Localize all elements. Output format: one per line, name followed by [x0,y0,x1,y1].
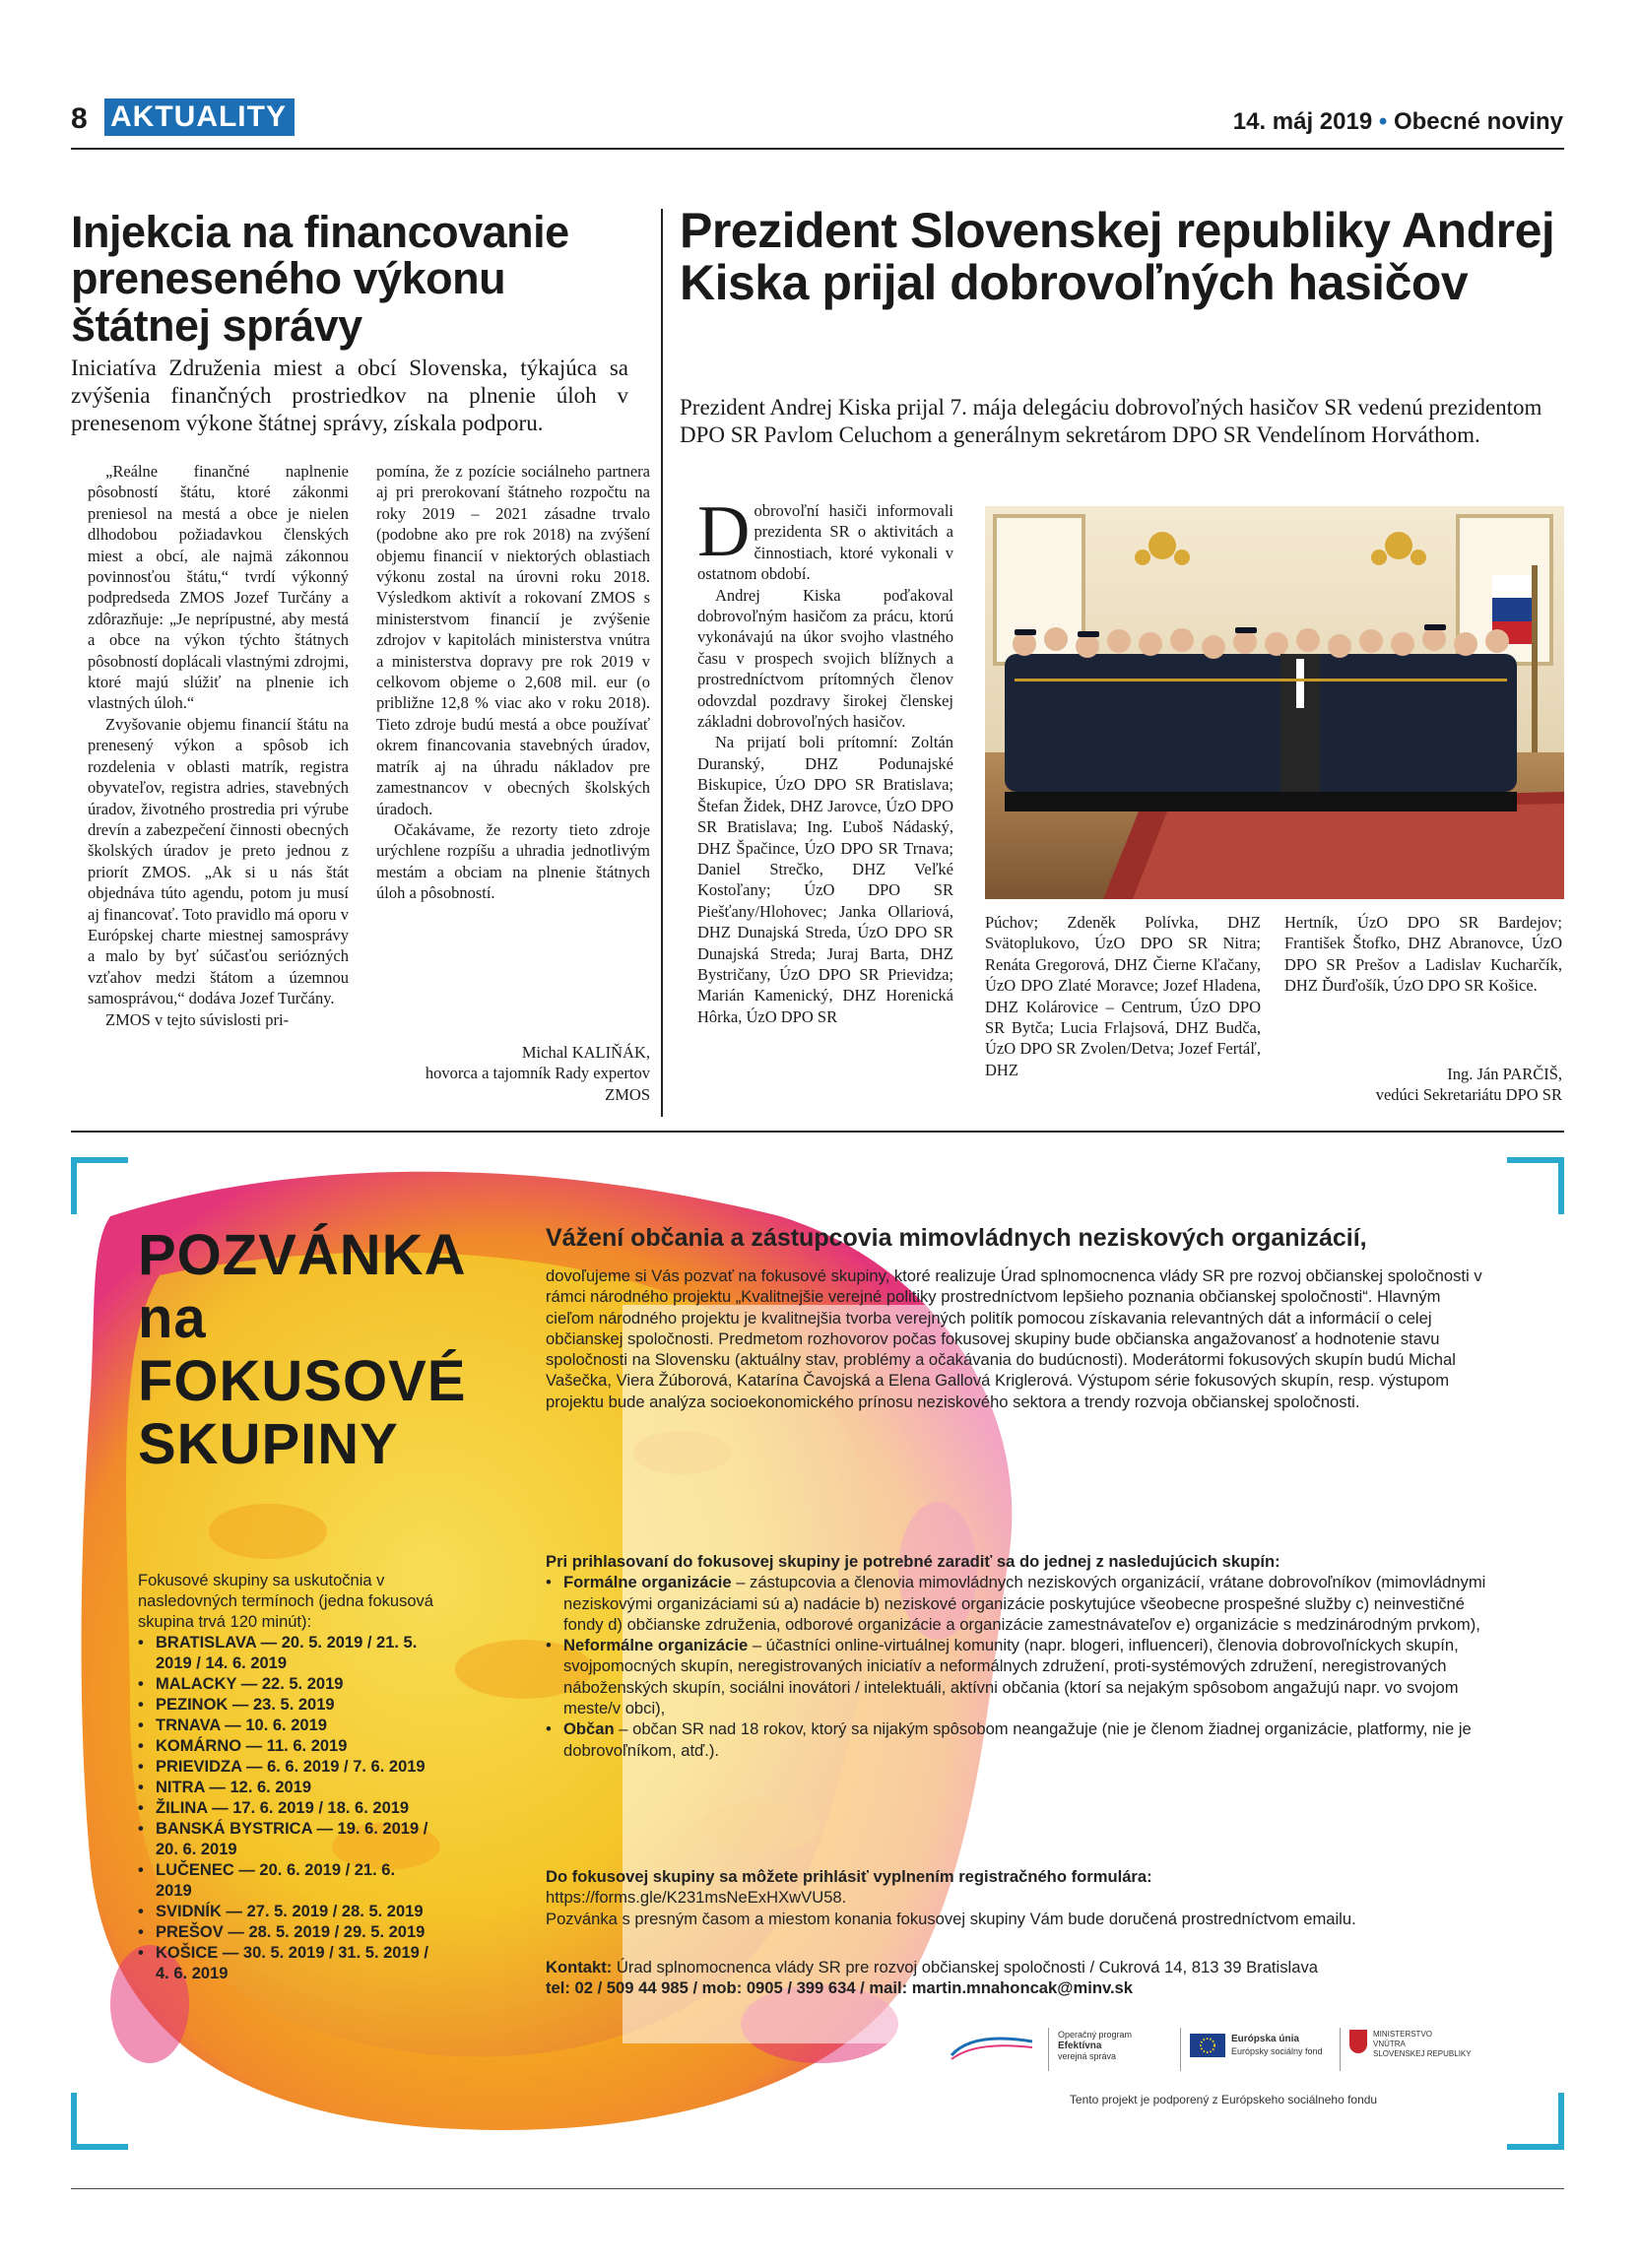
invitation-title [138,1224,467,1476]
frame-corner-top-right [1507,1157,1564,1214]
group-label: Občan [563,1719,615,1739]
paper-name: Obecné noviny [1393,108,1563,135]
groups-block [546,1551,1491,1761]
ministry-logo-icon [948,2032,1036,2065]
dropcap: D [697,491,751,572]
eu-name: Európska únia [1231,2034,1299,2044]
schedule-item: • ŽILINA — 17. 6. 2019 / 18. 6. 2019 [138,1798,433,1819]
schedule-intro: Fokusové skupiny sa uskutočnia v nasledovných termínoch (jedna fokusová skupina trvá 120 minút): [138,1572,433,1631]
invitation-title-line: POZVÁNKA [138,1223,467,1287]
page-number: 8 [71,102,88,135]
invitation-ad [71,1157,1564,2150]
article2-lead: Prezident Andrej Kiska prijal 7. mája delegáciu dobrovoľných hasičov SR vedenú prezidentom DPO SR Pavlom Celuchom a generálnym sekretárom DPO SR Vendelínom Horváthom. [680,395,1542,447]
group-label: Neformálne organizácie [563,1636,749,1655]
schedule-list [138,1633,433,1984]
section-label: AKTUALITY [104,98,295,136]
article2-para-b: Púchov; Zdeněk Polívka, DHZ Svätoplukovo, ÚzO DPO SR Nitra; Renáta Gregorová, DHZ Čierne Kľačany, ÚzO DPO Zlaté Moravce; Jozef Hladena, DHZ Kolárovice – Centrum, ÚzO DPO SR Bytča; Lucia Frlajsová, DHZ Budča, ÚzO DPO SR Zvolen/Detva; Jozef Fertáľ, DHZ [985,913,1261,1079]
delegation-photo [985,506,1564,899]
issue-date: 14. máj 2019 [1232,108,1373,135]
dateline-separator: • [1378,108,1388,135]
contact-line-1 [546,1957,1491,1977]
contact-text: Úrad splnomocnenca vlády SR pre rozvoj občianskej spoločnosti / Cukrová 14, 813 39 Bratislava [612,1958,1318,1976]
frame-corner-bottom-left [71,2093,128,2150]
article2-author: Ing. Ján PARČIŠ, [1447,1065,1562,1083]
groups-intro: Pri prihlasovaní do fokusovej skupiny je potrebné zaradiť sa do jednej z nasledujúcich skupín: [546,1552,1280,1571]
article2-signature [1284,1064,1562,1106]
schedule-item: • SVIDNÍK — 27. 5. 2019 / 28. 5. 2019 [138,1902,433,1922]
logo-divider [1340,2028,1341,2071]
eu-flag-icon [1190,2034,1225,2057]
ministry-text [1373,2030,1491,2059]
article2-para-c: Hertník, ÚzO DPO SR Bardejov; František Štofko, DHZ Abranovce, ÚzO DPO SR Prešov a Ladislav Kucharčík, DHZ Ďurďošík, ÚzO DPO SR Košice. [1284,913,1562,996]
min-line-1: MINISTERSTVO [1373,2030,1433,2039]
article1-column-2 [376,461,650,904]
group-text: – občan SR nad 18 rokov, ktorý sa nijakým spôsobom neangažuje (nie je členom žiadnej organizácie, platformy, nie je dobrovoľníkom, atď.). [563,1719,1472,1760]
article1-column-1 [88,461,349,1030]
article1-lead: Iniciatíva Združenia miest a obcí Slovenska, týkajúca sa zvýšenia finančných prostriedkov na plnenie úloh v prenesenom výkone štátnej správy, získala podporu. [71,356,628,435]
invitation-title-line: SKUPINY [138,1412,399,1476]
delegation-photo-illustration [985,506,1564,899]
schedule-item: • PRIEVIDZA — 6. 6. 2019 / 7. 6. 2019 [138,1757,433,1778]
op-line-2: Efektívna [1058,2041,1102,2051]
article2-column-2 [985,912,1261,1080]
group-item [546,1572,1491,1635]
group-item [546,1635,1491,1718]
eu-sub: Európsky sociálny fond [1231,2046,1323,2056]
article1-signature [376,1042,650,1105]
contact-line-2: tel: 02 / 509 44 985 / mob: 0905 / 399 634 / mail: martin.mnahoncak@minv.sk [546,1978,1134,1998]
dateline [1233,108,1563,136]
article2-para2: Andrej Kiska poďakoval dobrovoľným hasičom za prácu, ktorú vykonávajú na úkor svojho vlastného času v prospech svojich blížnych a prostredníctvom prítomných členov odovzdal pozdravy širokej členskej základni dobrovoľných hasičov. [697,585,953,732]
group-text: – zástupcovia a členovia mimovládnych neziskových organizácií, vrátane dobrovoľníkov (mimovládnymi neziskovými organizáciami sú a) nadácie b) neziskové organizácie poskytujúce všeobecne prospešné služby c) neinvestičné fondy d) občianske združenia, odborové organizácie a organizácie zamestnávateľov e) organizácie s medzinárodným prvkom), [563,1573,1486,1634]
logo-divider [1048,2028,1049,2071]
schedule-block [138,1571,433,1984]
registration-block [546,1866,1491,1929]
register-label: Do fokusovej skupiny sa môžete prihlásiť vyplnením registračného formulára: [546,1867,1152,1886]
op-line-3: verejná správa [1058,2051,1117,2061]
invitation-title-line: FOKUSOVÉ [138,1349,467,1413]
schedule-item: • PREŠOV — 28. 5. 2019 / 29. 5. 2019 [138,1922,433,1943]
footer-rule [71,2188,1564,2189]
article1-col1-para: ZMOS v tejto súvislosti pri- [105,1009,290,1029]
article2-para1 [697,491,953,585]
article2-column-3 [1284,912,1562,997]
article1-col1-para: Zvyšovanie objemu financií štátu na prenesený výkon a spôsob ich rozdelenia v oblasti matrík, registra obyvateľov, registra adries, stavebných úradov, životného prostredia pri výrube drevín a zabezpečení činnosti obecných školských úradov je preto jednou z priorít ZMOS. „Ak si u nás štát objednáva túto agendu, potom ju musí aj financovať. Toto pravidlo má oporu v Európskej charte miestnej samosprávy a malo by byť súčasťou seriózných vzťahov medzi štátom a územnou samosprávou,“ dodáva Jozef Turčány. [88,714,349,1008]
schedule-item: • MALACKY — 22. 5. 2019 [138,1674,433,1695]
article2-para3: Na prijatí boli prítomní: Zoltán Duranský, DHZ Podunajské Biskupice, ÚzO DPO SR Bratislava; Štefan Židek, DHZ Jarovce, ÚzO DPO SR Bratislava; Ing. Ľuboš Nádaský, DHZ Špačince, ÚzO DPO SR Trnava; Daniel Strečko, DHZ Veľké Kostoľany; ÚzO DPO SR Piešťany/Hlohovec; Janka Ollariová, DHZ Dunajská Streda, ÚzO DPO SR Dunajská Streda; Juraj Barta, DHZ Bystričany, ÚzO DPO SR Prievidza; Marián Kamenický, DHZ Horenická Hôrka, ÚzO DPO SR [697,733,953,1026]
schedule-item: • BRATISLAVA — 20. 5. 2019 / 21. 5. 2019 / 14. 6. 2019 [138,1633,433,1674]
invitation-title-line: na [138,1286,207,1350]
min-line-3: SLOVENSKEJ REPUBLIKY [1373,2049,1472,2058]
article1-author-role: hovorca a tajomník Rady expertov ZMOS [425,1064,650,1104]
op-logo [1058,2030,1166,2062]
schedule-item: • KOŠICE — 30. 5. 2019 / 31. 5. 2019 / 4. 6. 2019 [138,1943,433,1984]
group-text: – účastníci online-virtuálnej komunity (napr. blogeri, influenceri), členovia dobrovoľníckych skupín, svojpomocných skupín, neregistrovaných iniciatív a neformálnych združení, proti-systémových združení, neregistrovaných náboženských skupín, sociálni inovátori / intelektuáli, aktívni občania (ktorí sa nejakým spôsobom angažujú napr. vo svojom meste/v obci), [563,1636,1459,1718]
group-label: Formálne organizácie [563,1573,732,1592]
schedule-item: • NITRA — 12. 6. 2019 [138,1778,433,1798]
article2-author-role: vedúci Sekretariátu DPO SR [1375,1085,1562,1105]
article1-author: Michal KALIŇÁK, [521,1043,650,1062]
article1-col1-para: „Reálne finančné naplnenie pôsobností štátu, ktoré zákonmi preniesol na mestá a obce je nielen dlhodobou požiadavkou členských miest a obcí, ale najmä zákonnou povinnosťou štátu,“ tvrdí výkonný podpredseda ZMOS Jozef Turčány a zdôrazňuje: „Je neprípustné, aby mestá a obce na výkon týchto štátnych pôsobností doplácali vlastnými zdrojmi, ktoré majú slúžiť na plnenie ich vlastných úloh.“ [88,462,349,713]
article2-title: Prezident Slovenskej republiky Andrej Kiska prijal dobrovoľných hasičov [680,203,1555,310]
column-divider [661,209,663,1117]
eu-logo-text [1231,2034,1330,2057]
article2-para1-text: obrovoľní hasiči informovali prezidenta SR o aktivitách a činnostiach, ktoré vykonali v ostatnom období. [697,501,953,584]
header-rule [71,148,1564,150]
register-note: Pozvánka s presným časom a miestom konania fokusovej skupiny Vám bude doručená prostredníctvom emailu. [546,1909,1356,1928]
schedule-item: • KOMÁRNO — 11. 6. 2019 [138,1736,433,1757]
register-url[interactable]: https://forms.gle/K231msNeExHXwVU58. [546,1888,847,1908]
article2-column-1 [697,491,953,1027]
schedule-item: • LUČENEC — 20. 6. 2019 / 21. 6. 2019 [138,1860,433,1902]
schedule-item: • PEZINOK — 23. 5. 2019 [138,1695,433,1716]
logo-divider [1180,2028,1181,2071]
slovak-coat-of-arms-icon [1349,2030,1367,2053]
article1-title: Injekcia na financovanie preneseného výkonu štátnej správy [71,207,569,351]
contact-label: Kontakt: [546,1958,613,1976]
op-line-1: Operačný program [1058,2030,1133,2040]
group-item [546,1718,1491,1761]
groups-list [546,1572,1491,1761]
schedule-item: • BANSKÁ BYSTRICA — 19. 6. 2019 / 20. 6. 2019 [138,1819,433,1860]
article1-col2-para: Očakávame, že rezorty tieto zdroje urýchlene rozpíšu a uhradia jednotlivým mestám a obciam na plnenie štátnych úloh a pôsobností. [376,819,650,903]
logos-strip [948,2024,1499,2083]
invitation-greeting: Vážení občania a zástupcovia mimovládnych neziskových organizácií, [546,1224,1367,1252]
schedule-item: • TRNAVA — 10. 6. 2019 [138,1716,433,1736]
contact-block [546,1957,1491,1999]
invitation-intro: dovoľujeme si Vás pozvať na fokusové skupiny, ktoré realizuje Úrad splnomocnenca vlády SR pre rozvoj občianskej spoločnosti v rámci národného projektu „Kvalitnejšie verejné politiky prostredníctvom lepšieho poznania občianskej spoločnosti“. Hlavným cieľom národného projektu je kvalitnejšia tvorba verejných politík pomocou získavania relevantných dát a informácií o celej občianskej spoločnosti. Predmetom rozhovorov počas fokusovej skupiny bude občianska angažovanosť a hodnotenie stavu spoločnosti na Slovensku (aktuálny stav, problémy a očakávania do budúcnosti). Moderátormi fokusových skupín budú Michal Vašečka, Viera Žúborová, Katarína Čavojská a Elena Gallová Kriglerová. Výstupom série fokusových skupín, resp. výstupom projektu bude analýza socioekonomického prínosu neziskového sektora a trendy rozvoja občianskej spoločnosti. [546,1266,1482,1411]
frame-corner-bottom-right [1507,2093,1564,2150]
article1-col2-para: pomína, že z pozície sociálneho partnera aj pri prerokovaní štátneho rozpočtu na roky 2019 – 2021 zásadne trvalo (podobne ako pre rok 2018) na zvýšení objemu financií v niektorých oblastiach výkonu zostal na úrovni roku 2018. Výsledkom aktivít a rokovaní ZMOS s ministerstvom financií je zvýšenie zdrojov v kapitolách ministerstva vnútra a ministerstva dopravy pre rok 2019 v celkovom objeme o 2,608 mil. eur (o približne 12,8 % viac ako v roku 2018). Tieto zdroje budú mestá a obce používať okrem financovania stavebných úradov, matrík aj na úhradu nákladov pre zamestnancov v obecných školských úradoch. [376,462,650,818]
funding-note: Tento projekt je podporený z Európskeho sociálneho fondu [1069,2093,1378,2106]
section-rule [71,1131,1564,1133]
frame-corner-top-left [71,1157,128,1214]
min-line-2: VNÚTRA [1373,2040,1406,2048]
